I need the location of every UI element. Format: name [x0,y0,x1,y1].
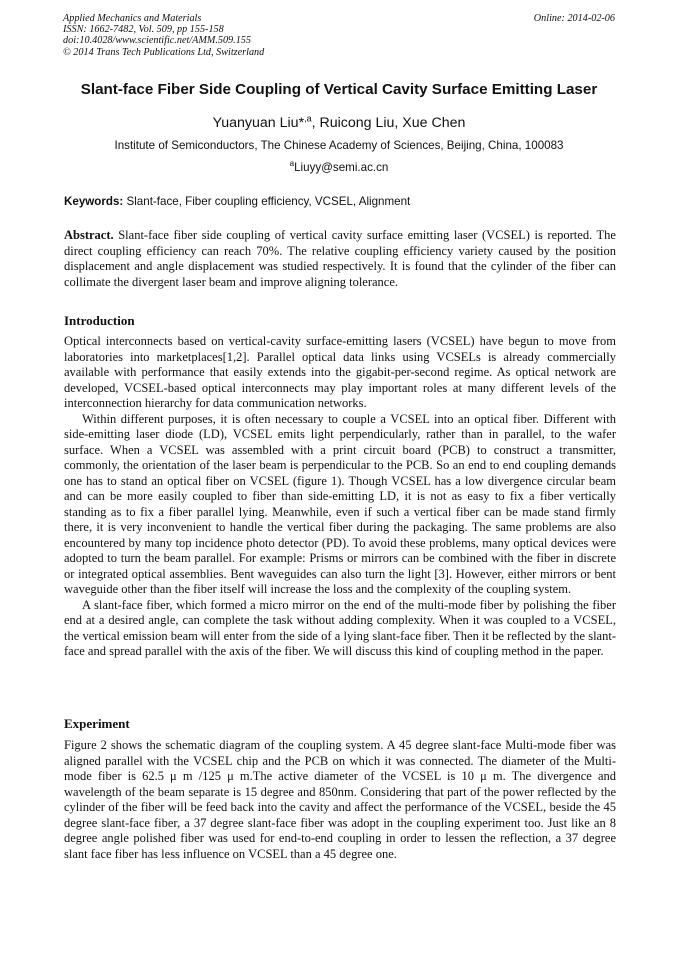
other-authors: , Ruicong Liu, Xue Chen [311,115,466,131]
paragraph: Figure 2 shows the schematic diagram of the coupling system. A 45 degree slant-face Multi-mode fiber was aligned parallel with the VCSEL chip and the PCB on which it was connected. The diameter of the Multi-mode fiber is 62.5 μ m /125 μ m.The active diameter of the VCSEL is 10 μ m. The divergence and wavelength of the beam separate is 15 degree and 850nm. Considering that part of the power reflected by the cylinder of the fiber will be feed back into the cavity and affect the performance of the VCSEL, beside the 45 degree slant-face fiber, a 37 degree slant-face fiber was adopt in the coupling experiment too. Just like an 8 degree angle polished fiber was used for end-to-end coupling in order to lessen the reflection, a 37 degree slant face fiber has less influence on VCSEL than a 45 degree one. [64,738,616,861]
journal-name: Applied Mechanics and Materials [63,13,202,24]
abstract-text: Slant-face fiber side coupling of vertical cavity surface emitting laser (VCSEL) is reported. The direct coupling efficiency can reach 70%. The relative coupling efficiency variety caused by the position displacement and angle displacement was studied respectively. It is found that the cylinder of the fiber can collimate the divergent laser beam and improve aligning tolerance. [64,228,616,289]
email-affiliation-mark: a [289,159,295,169]
affiliation: Institute of Semiconductors, The Chinese Academy of Sciences, Beijing, China, 100083 [114,139,564,152]
abstract-label: Abstract. [64,228,114,242]
author-email [40,160,638,175]
introduction-body [64,334,616,660]
paragraph: Optical interconnects based on vertical-cavity surface-emitting lasers (VCSEL) have begun to move from laboratories into marketplaces[1,2]. Parallel optical data links using VCSELs is already commercially available with performance that easily extends into the gigabit-per-second regime. As optical network are developed, VCSEL-based optical interconnects may play important roles at many different levels of the interconnection hierarchy for data communication networks. [64,334,616,410]
experiment-heading: Experiment [64,716,130,731]
first-author-affiliation-mark: ,a [304,113,312,124]
copyright-line: © 2014 Trans Tech Publications Ltd, Switzerland [63,46,265,58]
online-date: Online: 2014-02-06 [533,13,615,24]
paragraph: A slant-face fiber, which formed a micro mirror on the end of the multi-mode fiber by polishing the fiber end at a desired angle, can complete the task without adding complexity. When it was coupled to a VCSEL, the vertical emission beam will enter from the side of a lying slant-face fiber. Then it be reflected by the slant-face and spread parallel with the axis of the fiber. We will discuss this kind of coupling method in the paper. [64,597,616,658]
keywords-label: Keywords: [64,195,124,208]
author-list [40,114,638,132]
first-author: Yuanyuan Liu* [212,115,305,131]
email-address: Liuyy@semi.ac.cn [294,161,389,174]
paragraph: Within different purposes, it is often necessary to couple a VCSEL into an optical fiber. Different with side-emitting laser diode (LD), VCSEL emits light perpendicularly, rather than in parallel, to the wafer surface. When a VCSEL was assembled with a print circuit board (PCB) to construct a transmitter, commonly, the orientation of the laser beam is perpendicular to the PCB. So an end to end coupling demands one has to stand an optical fiber on VCSEL (figure 1). Though VCSEL has a low divergence circular beam and can be more easily coupled to fiber than side-emitting LD, it is not as easy to fix a fiber vertically standing as to fix a fiber parallel lying. Meanwhile, even if such a vertical fiber can be made stand firmly there, it is very inconvenient to handle the vertical fiber during the packaging. The same problems are also encountered by many top incidence photo detector (PD). To avoid these problems, many optical devices were adopted to turn the beam parallel. For example: Prisms or mirrors can be combined with the fiber in discrete or integrated optical assemblies. Bent waveguides can also turn the light [3]. However, either mirrors or bent waveguide other than the fiber itself will increase the loss and the complexity of the coupling system. [64,411,616,596]
issn-line: ISSN: 1662-7482, Vol. 509, pp 155-158 [63,24,224,36]
publication-header [63,13,615,58]
keywords-text: Slant-face, Fiber coupling efficiency, VCSEL, Alignment [123,195,411,208]
paper-title: Slant-face Fiber Side Coupling of Vertical Cavity Surface Emitting Laser [80,81,598,98]
doi-line: doi:10.4028/www.scientific.net/AMM.509.155 [63,35,251,47]
keywords [64,194,616,209]
abstract [64,228,616,290]
introduction-heading: Introduction [64,313,135,328]
experiment-body [64,738,616,862]
